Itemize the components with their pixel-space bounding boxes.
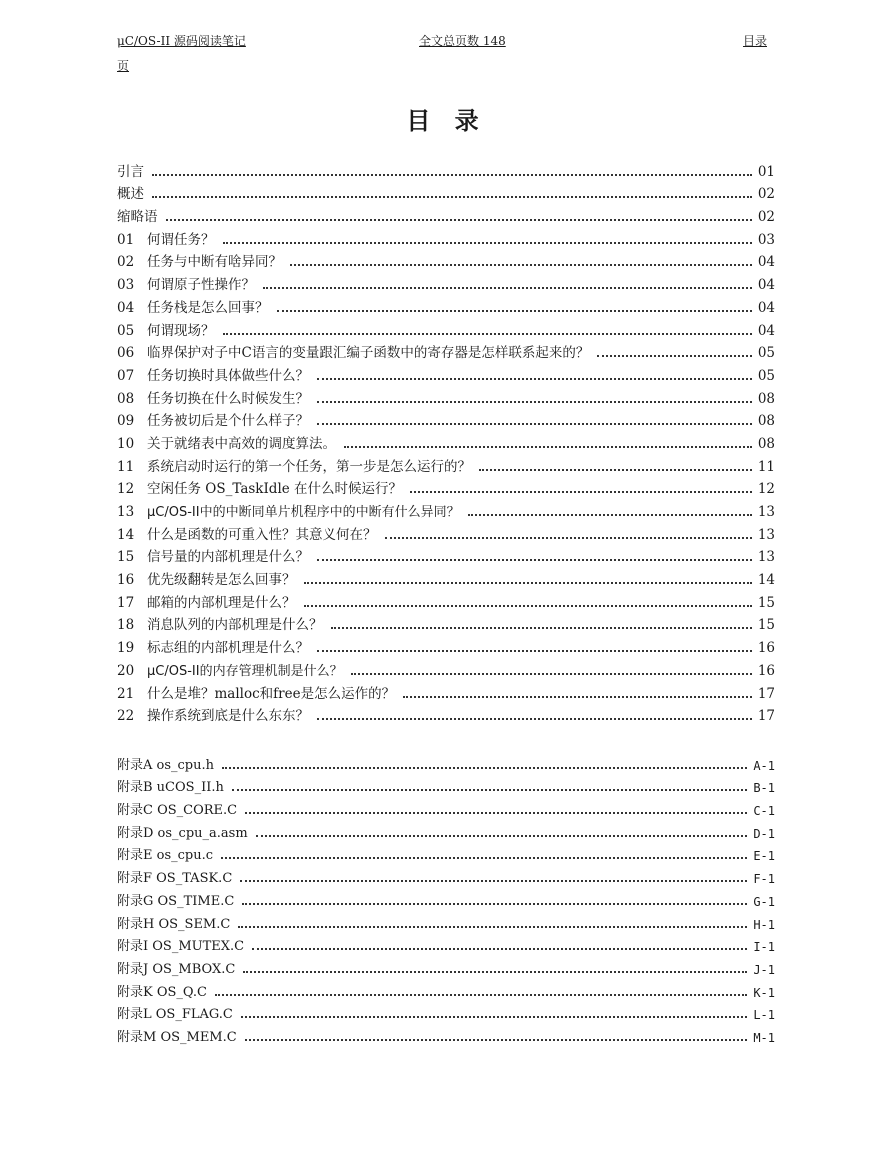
toc-entry-page: 15 xyxy=(757,617,775,634)
toc-entry[interactable] xyxy=(117,339,775,362)
toc-entry-page: 17 xyxy=(757,708,775,725)
toc-entry-number: 16 xyxy=(117,572,135,589)
toc-entry-number: 09 xyxy=(117,413,135,430)
appendix-entry-title: 附录L OS_FLAG.C xyxy=(117,1007,233,1023)
toc-entry-page: 02 xyxy=(757,209,775,226)
toc-entry-title: 标志组的内部机理是什么？ xyxy=(147,640,309,657)
page-header xyxy=(117,33,767,73)
header-section: 目录 xyxy=(742,34,767,48)
toc-entry-title: 引言 xyxy=(117,163,144,180)
toc-entry-page: 14 xyxy=(757,572,775,589)
appendix-entry[interactable] xyxy=(117,773,775,796)
toc-entry-number: 18 xyxy=(117,617,135,634)
appendix-entry-page: G-1 xyxy=(753,894,775,909)
appendix-entry[interactable] xyxy=(117,863,775,886)
dot-leader xyxy=(317,423,752,425)
toc-entry[interactable] xyxy=(117,497,775,520)
toc-entry-number: 17 xyxy=(117,594,135,611)
dot-leader xyxy=(223,242,752,244)
appendix-entry[interactable] xyxy=(117,886,775,909)
header-section-wrap: 页 xyxy=(117,59,130,73)
toc-entry-page: 08 xyxy=(757,390,775,407)
dot-leader xyxy=(245,1039,748,1041)
dot-leader xyxy=(290,264,752,266)
toc-entry[interactable] xyxy=(117,407,775,430)
toc-entry-page: 04 xyxy=(757,277,775,294)
toc-entry-number: 22 xyxy=(117,708,135,725)
toc-entry-number: 04 xyxy=(117,299,135,316)
toc-entry-page: 03 xyxy=(757,231,775,248)
appendix-entry-title: 附录E os_cpu.c xyxy=(117,848,214,864)
toc-entry[interactable] xyxy=(117,588,775,611)
appendix-entry[interactable] xyxy=(117,954,775,977)
toc-entry[interactable] xyxy=(117,520,775,543)
dot-leader xyxy=(317,378,752,380)
toc-entry-title: 任务被切后是个什么样子？ xyxy=(147,413,309,430)
toc-entry[interactable] xyxy=(117,225,775,248)
dot-leader xyxy=(304,605,752,607)
dot-leader xyxy=(344,446,752,448)
toc-entry-page: 13 xyxy=(757,549,775,566)
dot-leader xyxy=(215,994,747,996)
toc-entry-number: 20 xyxy=(117,662,135,679)
dot-leader xyxy=(410,491,752,493)
toc-entry-number: 03 xyxy=(117,277,135,294)
toc-entry-page: 04 xyxy=(757,299,775,316)
toc-entry-title: 临界保护对子中C语言的变量跟汇编子函数中的寄存器是怎样联系起来的？ xyxy=(147,345,590,362)
toc-entry-title: 任务与中断有啥异同？ xyxy=(147,254,282,271)
toc-entry[interactable] xyxy=(117,611,775,634)
page-title: 目 录 xyxy=(406,107,487,135)
dot-leader xyxy=(317,718,752,720)
toc-entry-page: 01 xyxy=(757,163,775,180)
toc-entry[interactable] xyxy=(117,656,775,679)
dot-leader xyxy=(403,696,752,698)
dot-leader xyxy=(317,401,752,403)
appendix-entry-title: 附录H OS_SEM.C xyxy=(117,916,231,932)
toc-entry-number: 01 xyxy=(117,231,135,248)
toc-entry[interactable] xyxy=(117,316,775,339)
toc-entry[interactable] xyxy=(117,633,775,656)
appendix-entry[interactable] xyxy=(117,750,775,773)
toc-entry[interactable] xyxy=(117,293,775,316)
dot-leader xyxy=(152,174,752,176)
header-doc-title: μC/OS-II 源码阅读笔记 xyxy=(117,34,246,48)
toc-entry-page: 04 xyxy=(757,322,775,339)
appendix-entry-title: 附录C OS_CORE.C xyxy=(117,803,238,819)
dot-leader xyxy=(240,880,747,882)
toc-entry-page: 16 xyxy=(757,640,775,657)
dot-leader xyxy=(238,926,747,928)
appendix-entry[interactable] xyxy=(117,841,775,864)
dot-leader xyxy=(317,650,752,652)
toc-entry-title: 任务切换时具体做些什么？ xyxy=(147,367,309,384)
toc-entry-title: 空闲任务 OS_TaskIdle 在什么时候运行？ xyxy=(147,481,403,498)
appendix-entry-page: K-1 xyxy=(753,985,775,1000)
toc-entry-page: 13 xyxy=(757,504,775,520)
appendix-list xyxy=(117,750,775,1045)
toc-entry-number: 12 xyxy=(117,481,135,498)
appendix-entry-title: 附录M OS_MEM.C xyxy=(117,1029,237,1045)
toc-entry[interactable] xyxy=(117,702,775,725)
dot-leader xyxy=(256,835,748,837)
dot-leader xyxy=(222,767,747,769)
header-total-pages: 全文总页数 148 xyxy=(419,34,506,48)
dot-leader xyxy=(252,948,747,950)
toc-entry-number: 15 xyxy=(117,549,135,566)
toc-entry[interactable] xyxy=(117,679,775,702)
toc-entry-number: 14 xyxy=(117,526,135,543)
toc-entry[interactable] xyxy=(117,180,775,203)
appendix-entry-page: J-1 xyxy=(753,962,775,977)
toc-entry[interactable] xyxy=(117,157,775,180)
toc-entry-title: 消息队列的内部机理是什么？ xyxy=(147,617,323,634)
toc-entry-number: 13 xyxy=(117,504,135,520)
appendix-entry-title: 附录J OS_MBOX.C xyxy=(117,961,236,977)
dot-leader xyxy=(385,537,752,539)
toc-entry-page: 16 xyxy=(757,662,775,679)
dot-leader xyxy=(241,1016,747,1018)
appendix-entry-page: C-1 xyxy=(753,804,775,819)
appendix-entry-title: 附录K OS_Q.C xyxy=(117,984,207,1000)
toc-entry[interactable] xyxy=(117,270,775,293)
toc-entry[interactable] xyxy=(117,565,775,588)
toc-entry-title: 任务切换在什么时候发生？ xyxy=(147,390,309,407)
toc-entry-title: 何谓现场？ xyxy=(147,322,215,339)
appendix-entry[interactable] xyxy=(117,977,775,1000)
toc-entry-number: 11 xyxy=(117,458,135,475)
toc-entry-title: 任务栈是怎么回事？ xyxy=(147,299,269,316)
appendix-entry-title: 附录G OS_TIME.C xyxy=(117,893,235,909)
toc-entry-number: 06 xyxy=(117,345,135,362)
dot-leader xyxy=(223,333,752,335)
appendix-entry-title: 附录F OS_TASK.C xyxy=(117,871,233,887)
toc-entry-page: 08 xyxy=(757,435,775,452)
appendix-entry-page: B-1 xyxy=(753,781,775,796)
toc-entry-page: 12 xyxy=(757,481,775,498)
dot-leader xyxy=(597,355,751,357)
appendix-entry-page: H-1 xyxy=(753,917,775,932)
toc-entry-number: 19 xyxy=(117,640,135,657)
dot-leader xyxy=(245,812,747,814)
appendix-entry-page: F-1 xyxy=(753,872,775,887)
toc-entry-title: 何谓任务？ xyxy=(147,231,215,248)
dot-leader xyxy=(166,219,752,221)
appendix-entry[interactable] xyxy=(117,795,775,818)
toc-entry-number: 07 xyxy=(117,367,135,384)
toc-entry-page: 02 xyxy=(757,186,775,203)
toc-entry-number: 08 xyxy=(117,390,135,407)
appendix-entry-title: 附录B uCOS_II.h xyxy=(117,780,224,796)
dot-leader xyxy=(479,469,752,471)
toc-entry-page: 04 xyxy=(757,254,775,271)
toc-entry-title: 什么是堆？malloc和free是怎么运作的？ xyxy=(147,685,396,702)
toc-entry[interactable] xyxy=(117,384,775,407)
toc-entry-number: 05 xyxy=(117,322,135,339)
toc-entry-page: 05 xyxy=(757,345,775,362)
dot-leader xyxy=(277,310,752,312)
toc-entry-title: 关于就绪表中高效的调度算法。 xyxy=(147,435,336,452)
dot-leader xyxy=(232,789,747,791)
toc-entry-number: 21 xyxy=(117,685,135,702)
toc-entry-page: 08 xyxy=(757,413,775,430)
appendix-entry-page: M-1 xyxy=(753,1030,775,1045)
toc-entry-page: 15 xyxy=(757,594,775,611)
toc-entry-title: 系统启动时运行的第一个任务，第一步是怎么运行的？ xyxy=(147,458,471,475)
appendix-entry[interactable] xyxy=(117,1000,775,1023)
toc-entry[interactable] xyxy=(117,202,775,225)
appendix-entry-page: D-1 xyxy=(753,826,775,841)
toc-entry-page: 11 xyxy=(757,458,775,475)
toc-entry-title: 邮箱的内部机理是什么？ xyxy=(147,594,296,611)
toc-entry-page: 05 xyxy=(757,367,775,384)
appendix-entry-page: I-1 xyxy=(753,940,775,955)
dot-leader xyxy=(221,857,747,859)
dot-leader xyxy=(468,514,752,516)
dot-leader xyxy=(242,903,747,905)
toc-entry[interactable] xyxy=(117,452,775,475)
appendix-entry-page: L-1 xyxy=(753,1008,775,1023)
toc-entry[interactable] xyxy=(117,248,775,271)
toc-entry-title: 何谓原子性操作？ xyxy=(147,277,255,294)
toc-entry[interactable] xyxy=(117,361,775,384)
toc-entry-title: 信号量的内部机理是什么？ xyxy=(147,549,309,566)
appendix-entry[interactable] xyxy=(117,932,775,955)
toc-entry-number: 10 xyxy=(117,435,135,452)
toc-entry-page: 17 xyxy=(757,685,775,702)
dot-leader xyxy=(304,582,752,584)
toc-entry-title: μC/OS-II中的中断同单片机程序中的中断有什么异同？ xyxy=(147,505,460,520)
toc-entry-number: 02 xyxy=(117,254,135,271)
toc-entry-page: 13 xyxy=(757,526,775,543)
dot-leader xyxy=(263,287,752,289)
toc-entry-title: 缩略语 xyxy=(117,209,158,226)
dot-leader xyxy=(243,971,747,973)
dot-leader xyxy=(317,559,752,561)
toc-entry[interactable] xyxy=(117,543,775,566)
appendix-entry-title: 附录I OS_MUTEX.C xyxy=(117,939,245,955)
appendix-entry[interactable] xyxy=(117,818,775,841)
appendix-entry[interactable] xyxy=(117,909,775,932)
toc-entry-title: 概述 xyxy=(117,186,144,203)
table-of-contents xyxy=(117,157,775,724)
toc-entry-title: 优先级翻转是怎么回事？ xyxy=(147,572,296,589)
toc-entry[interactable] xyxy=(117,475,775,498)
toc-entry-title: 操作系统到底是什么东东？ xyxy=(147,708,309,725)
appendix-entry-title: 附录D os_cpu_a.asm xyxy=(117,825,248,841)
appendix-entry-page: A-1 xyxy=(753,758,775,773)
appendix-entry-title: 附录A os_cpu.h xyxy=(117,757,214,773)
dot-leader xyxy=(351,673,752,675)
dot-leader xyxy=(152,196,752,198)
appendix-entry[interactable] xyxy=(117,1022,775,1045)
appendix-entry-page: E-1 xyxy=(753,849,775,864)
toc-entry-title: μC/OS-II的内存管理机制是什么？ xyxy=(147,663,343,679)
dot-leader xyxy=(331,627,752,629)
toc-entry-title: 什么是函数的可重入性？其意义何在？ xyxy=(147,526,377,543)
toc-entry[interactable] xyxy=(117,429,775,452)
